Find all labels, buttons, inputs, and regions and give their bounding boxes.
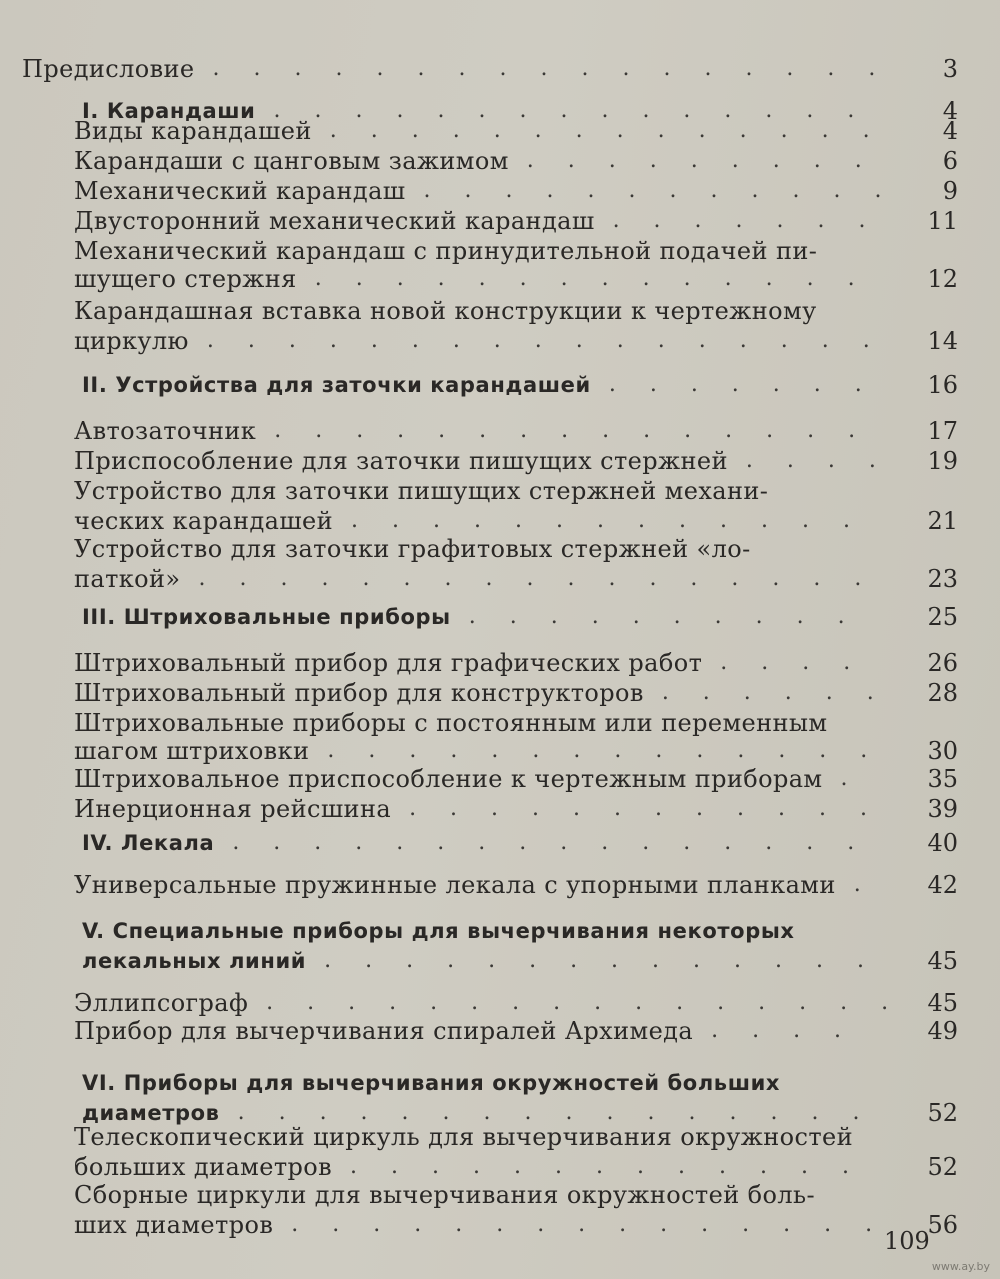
toc-entry-line — [0, 262, 1000, 296]
dot-leader: .............. — [324, 948, 899, 973]
toc-entry-title: Предисловие — [22, 55, 195, 83]
toc-entry-title: Универсальные пружинные лекала с упорными планками — [74, 871, 836, 899]
toc-section-line — [0, 914, 1000, 948]
dot-leader: .... — [720, 650, 885, 675]
toc-page-number: 19 — [927, 447, 958, 475]
dot-leader: ............ — [409, 796, 901, 821]
toc-section-title: V. Специальные приборы для вычерчивания некоторых — [82, 919, 795, 943]
toc-entry-title: Эллипсограф — [74, 989, 249, 1017]
toc-section-line — [0, 600, 1000, 634]
dot-leader: .............. — [327, 738, 902, 763]
toc-entry-title: шущего стержня — [74, 265, 297, 293]
dot-leader: .............. — [329, 118, 904, 143]
toc-section-line — [0, 1066, 1000, 1100]
toc-entry-title: Двусторонний механический карандаш — [74, 207, 595, 235]
toc-entry-line — [0, 52, 1000, 86]
toc-entry-line — [0, 114, 1000, 148]
toc-section-title: диаметров — [82, 1101, 220, 1125]
dot-leader: .......... — [468, 604, 879, 629]
toc-section-line — [0, 368, 1000, 402]
toc-entry-title: Устройство для заточки пишущих стержней механи- — [74, 477, 769, 505]
toc-entry-title: Автозаточник — [74, 417, 257, 445]
dot-leader: ................. — [212, 56, 910, 81]
toc-entry-title: Инерционная рейсшина — [74, 795, 392, 823]
toc-section-title: II. Устройства для заточки карандашей — [82, 373, 591, 397]
toc-entry-line — [0, 762, 1000, 796]
dot-leader: .............. — [314, 266, 889, 291]
toc-entry-line — [0, 676, 1000, 710]
toc-entry-line — [0, 294, 1000, 328]
toc-page-number: 39 — [927, 795, 958, 823]
toc-entry-title: Виды карандашей — [74, 117, 312, 145]
toc-section-title: VI. Приборы для вычерчивания окружностей больших — [82, 1071, 781, 1095]
toc-entry-line — [0, 1014, 1000, 1048]
dot-leader: ............. — [350, 1154, 883, 1179]
toc-entry-line — [0, 562, 1000, 596]
toc-entry-line — [0, 792, 1000, 826]
dot-leader: ............... — [273, 98, 889, 123]
toc-section-title: лекальных линий — [82, 949, 307, 973]
toc-entry-line — [0, 1208, 1000, 1242]
toc-page-number: 4 — [942, 117, 958, 145]
toc-entry-title: Механический карандаш — [74, 177, 406, 205]
toc-entry-title: ческих карандашей — [74, 507, 334, 535]
toc-page-number: 16 — [927, 371, 958, 399]
toc-entry-title: больших диаметров — [74, 1153, 333, 1181]
toc-page-number: 28 — [927, 679, 958, 707]
dot-leader: .... — [745, 448, 910, 473]
toc-entry-line — [0, 444, 1000, 478]
toc-entry-line — [0, 324, 1000, 358]
dot-leader: ....... — [608, 372, 896, 397]
toc-entry-line — [0, 414, 1000, 448]
toc-entry-title: Штриховальное приспособление к чертежным приборам — [74, 765, 823, 793]
toc-section-line — [0, 826, 1000, 860]
toc-page-number: 11 — [927, 207, 958, 235]
toc-section-line — [0, 944, 1000, 978]
toc-page-number: 45 — [927, 989, 958, 1017]
toc-entry-line — [0, 204, 1000, 238]
toc-page-number: 45 — [927, 947, 958, 975]
toc-page-number: 12 — [927, 265, 958, 293]
toc-page-number: 49 — [927, 1017, 958, 1045]
toc-entry-title: Штриховальный прибор для графических работ — [74, 649, 703, 677]
dot-leader: ............ — [423, 178, 916, 203]
toc-entry-line — [0, 646, 1000, 680]
toc-entry-line — [0, 532, 1000, 566]
toc-entry-line — [0, 474, 1000, 508]
toc-entry-title: Прибор для вычерчивания спиралей Архимеда — [74, 1017, 694, 1045]
toc-page-number: 25 — [927, 603, 958, 631]
toc-entry-title: паткой» — [74, 565, 181, 593]
toc-page-number: 14 — [927, 327, 958, 355]
toc-entry-title: Механический карандаш с принудительной подачей пи- — [74, 237, 818, 265]
toc-entry-title: шагом штриховки — [74, 737, 310, 765]
toc-entry-title: Штриховальные приборы с постоянным или переменным — [74, 709, 828, 737]
toc-entry-line — [0, 144, 1000, 178]
dot-leader: ................ — [237, 1100, 894, 1125]
toc-entry-title: Приспособление для заточки пишущих стержней — [74, 447, 728, 475]
toc-entry-title: Карандашная вставка новой конструкции к чертежному — [74, 297, 817, 325]
toc-section-title: I. Карандаши — [82, 99, 256, 123]
toc-entry-line — [0, 1178, 1000, 1212]
dot-leader: . — [853, 872, 895, 897]
toc-page-number: 56 — [927, 1211, 958, 1239]
toc-page-number: 4 — [942, 97, 958, 125]
dot-leader: ................. — [198, 566, 896, 591]
toc-entry-title: Телескопический циркуль для вычерчивания окружностей — [74, 1123, 853, 1151]
toc-entry-title: Устройство для заточки графитовых стержней «ло- — [74, 535, 751, 563]
page-number: 109 — [884, 1227, 930, 1255]
toc-page-number: 40 — [927, 829, 958, 857]
toc-page-number: 26 — [927, 649, 958, 677]
toc-entry-title: Штриховальный прибор для конструкторов — [74, 679, 644, 707]
toc-page-number: 35 — [927, 765, 958, 793]
dot-leader: ............... — [291, 1212, 907, 1237]
toc-page-number: 17 — [927, 417, 958, 445]
toc-entry-line — [0, 174, 1000, 208]
dot-leader: ......... — [526, 148, 896, 173]
dot-leader: ....... — [612, 208, 900, 233]
toc-page-number: 42 — [927, 871, 958, 899]
toc-entry-title: ших диаметров — [74, 1211, 274, 1239]
toc-page-number: 21 — [927, 507, 958, 535]
dot-leader: ............. — [351, 508, 884, 533]
toc-page-number: 9 — [942, 177, 958, 205]
toc-entry-title: Сборные циркули для вычерчивания окружностей боль- — [74, 1181, 815, 1209]
toc-page-number: 52 — [927, 1153, 958, 1181]
toc-page-number: 3 — [942, 55, 958, 83]
dot-leader: ................. — [206, 328, 904, 353]
toc-section-title: III. Штриховальные приборы — [82, 605, 451, 629]
toc-entry-line — [0, 868, 1000, 902]
toc-entry-line — [0, 1120, 1000, 1154]
toc-entry-title: Карандаши с цанговым зажимом — [74, 147, 509, 175]
dot-leader: ...... — [661, 680, 908, 705]
toc-page-number: 30 — [927, 737, 958, 765]
dot-leader: ................ — [232, 830, 889, 855]
toc-page-number: 6 — [942, 147, 958, 175]
dot-leader: . — [840, 766, 882, 791]
toc-page-number: 52 — [927, 1099, 958, 1127]
toc-entry-title: циркулю — [74, 327, 189, 355]
dot-leader: .... — [711, 1018, 876, 1043]
watermark: www.ay.by — [931, 1260, 990, 1273]
toc-page-number: 23 — [927, 565, 958, 593]
dot-leader: ................ — [266, 990, 923, 1015]
dot-leader: ............... — [274, 418, 890, 443]
toc-section-title: IV. Лекала — [82, 831, 215, 855]
